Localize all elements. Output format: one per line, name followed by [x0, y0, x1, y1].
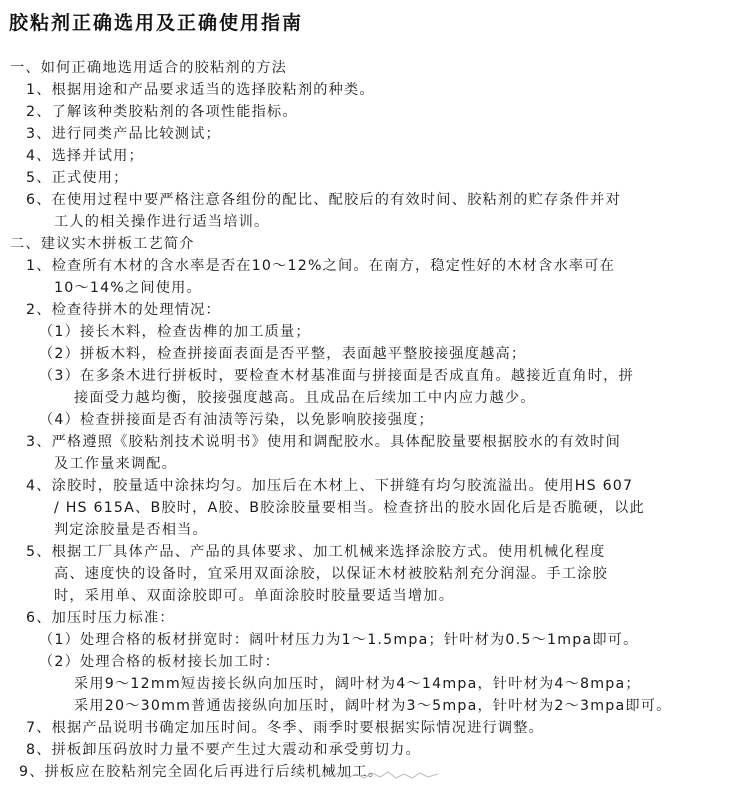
list-item: 4、选择并试用；	[26, 148, 144, 164]
sub-list-item: （3）在多条木进行拼板时，要检查木材基准面与拼接面是否成直角。越接近直角时，拼	[39, 368, 634, 384]
list-item: 2、了解该种类胶粘剂的各项性能指标。	[26, 104, 298, 120]
list-item-continuation: 及工作量来调配。	[54, 456, 178, 472]
sub-list-item: （2）处理合格的板材接长加工时：	[39, 654, 281, 670]
list-item-continuation: 工人的相关操作进行适当培训。	[54, 214, 270, 230]
sub-list-item: （1）接长木料，检查齿榫的加工质量；	[39, 324, 311, 340]
sub-list-item: （4）检查拼接面是否有油渍等污染，以免影响胶接强度；	[39, 412, 434, 428]
document-title: 胶粘剂正确选用及正确使用指南	[9, 12, 304, 34]
list-item: 6、加压时压力标准：	[26, 610, 175, 626]
list-item: 3、严格遵照《胶粘剂技术说明书》使用和调配胶水。具体配胶量要根据胶水的有效时间	[26, 434, 621, 450]
list-item: 5、根据工厂具体产品、产品的具体要求、加工机械来选择涂胶方式。使用机械化程度	[26, 544, 606, 560]
list-item: 8、拼板卸压码放时力量不要产生过大震动和承受剪切力。	[26, 742, 421, 758]
list-item: 7、根据产品说明书确定加压时间。冬季、雨季时要根据实际情况进行调整。	[26, 720, 545, 736]
torn-edge-decoration	[318, 770, 438, 780]
list-item: 3、进行同类产品比较测试；	[26, 126, 221, 142]
sub-list-detail: 采用20～30mm普通齿接纵向加压时，阔叶材为3～5mpa，针叶材为2～3mpa即可。	[74, 698, 672, 714]
sub-list-item: （2）拼板木料，检查拼接面表面是否平整，表面越平整胶接强度越高；	[39, 346, 527, 362]
list-item-continuation: / HS 615A、B胶时，A胶、B胶涂胶量要相当。检查挤出的胶水固化后是否脆硬，以此	[54, 500, 645, 516]
list-item: 1、检查所有木材的含水率是否在10～12%之间。在南方，稳定性好的木材含水率可在	[26, 258, 615, 274]
list-item: 4、涂胶时，胶量适中涂抹均匀。加压后在木材上、下拼缝有均匀胶流溢出。使用HS 607	[26, 478, 634, 494]
section-heading-2: 二、建议实木拼板工艺简介	[10, 236, 195, 252]
section-heading-1: 一、如何正确地选用适合的胶粘剂的方法	[10, 60, 287, 76]
list-item-continuation: 高、速度快的设备时，宜采用双面涂胶，以保证木材被胶粘剂充分润湿。手工涂胶	[54, 566, 608, 582]
list-item-last: 9、拼板应在胶粘剂完全固化后再进行后续机械加工。	[19, 764, 384, 780]
list-item-continuation: 判定涂胶量是否相当。	[54, 522, 208, 538]
list-item: 5、正式使用；	[26, 170, 129, 186]
list-item-continuation: 时，采用单、双面涂胶即可。单面涂胶时胶量要适当增加。	[54, 588, 455, 604]
list-item-continuation: 10～14%之间使用。	[54, 280, 202, 296]
list-item: 2、检查待拼木的处理情况：	[26, 302, 221, 318]
sub-list-item-continuation: 接面受力越均衡，胶接强度越高。且成品在后续加工中内应力越少。	[74, 390, 536, 406]
sub-list-detail: 采用9～12mm短齿接长纵向加压时，阔叶材为4～14mpa，针叶材为4～8mpa；	[74, 676, 641, 692]
list-item: 1、根据用途和产品要求适当的选择胶粘剂的种类。	[26, 82, 375, 98]
sub-list-item: （1）处理合格的板材拼宽时：阔叶材压力为1～1.5mpa；针叶材为0.5～1mpa即可。	[39, 632, 639, 648]
list-item: 6、在使用过程中要严格注意各组份的配比、配胶后的有效时间、胶粘剂的贮存条件并对	[26, 192, 621, 208]
